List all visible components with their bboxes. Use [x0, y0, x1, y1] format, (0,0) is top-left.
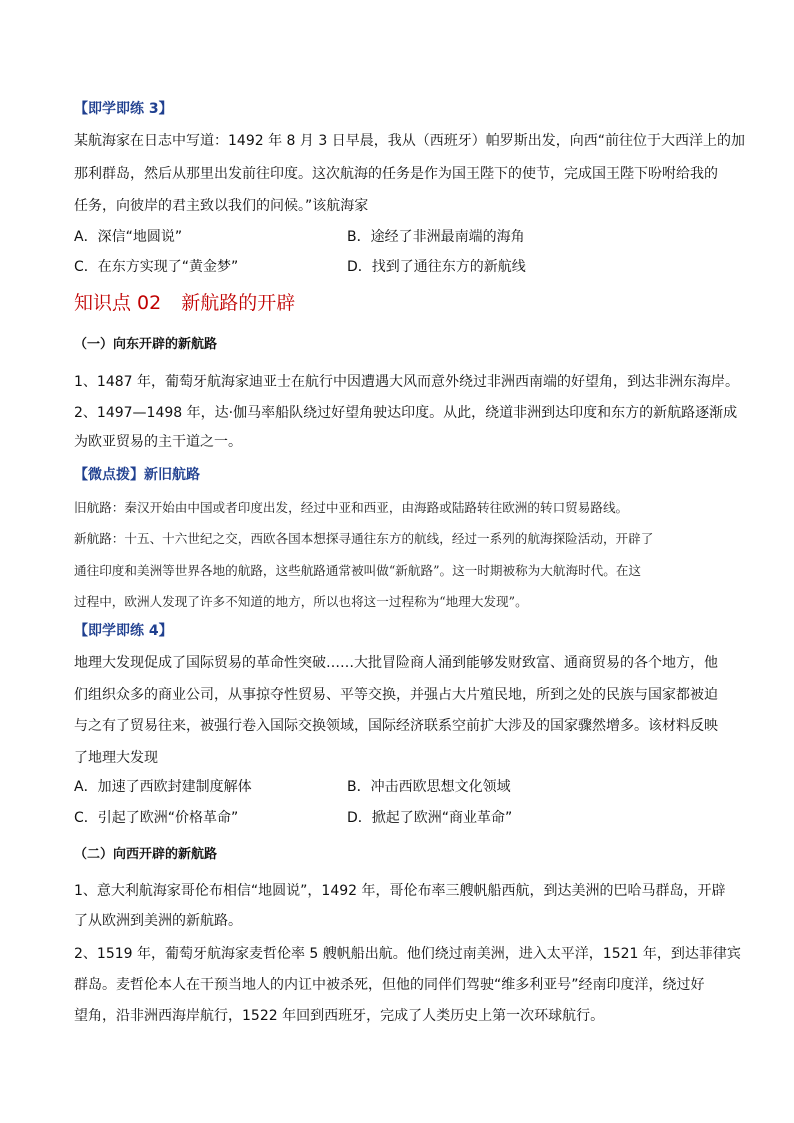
tip-old-route: 旧航路：秦汉开始由中国或者印度出发，经过中亚和西亚，由海路或陆路转往欧洲的转口贸易路线。	[74, 500, 629, 515]
practice-3-option-a: A．深信“地圆说”	[74, 229, 183, 245]
west-route-paragraph-1-line-1: 1、意大利航海家哥伦布相信“地圆说”，1492 年，哥伦布率三艘帆船西航，到达美洲的巴哈马群岛，开辟	[74, 883, 726, 899]
east-route-paragraph-2-line-2: 为欧亚贸易的主干道之一。	[74, 434, 242, 450]
practice-4-line-4: 了地理大发现	[74, 750, 158, 766]
practice-3-line-2: 那利群岛，然后从那里出发前往印度。这次航海的任务是作为国王陛下的使节，完成国王陛下吩咐给我的	[74, 166, 718, 182]
west-route-heading: （二）向西开辟的新航路	[74, 847, 218, 862]
east-route-heading: （一）向东开辟的新航路	[74, 337, 218, 352]
west-route-paragraph-2-line-1: 2、1519 年，葡萄牙航海家麦哲伦率 5 艘帆船出航。他们绕过南美洲，进入太平洋，1521 年，到达菲律宾	[74, 946, 741, 962]
practice-3-option-c: C．在东方实现了“黄金梦”	[74, 259, 239, 275]
practice-4-label: 【即学即练 4】	[74, 623, 173, 639]
practice-4-line-2: 们组织众多的商业公司，从事掠夺性贸易、平等交换，并强占大片殖民地，所到之处的民族与国家都被迫	[74, 687, 718, 703]
practice-4-line-1: 地理大发现促成了国际贸易的革命性突破……大批冒险商人涌到能够发财致富、通商贸易的各个地方，他	[74, 655, 718, 671]
tip-new-route-line-3: 过程中，欧洲人发现了许多不知道的地方，所以也将这一过程称为“地理大发现”。	[74, 594, 528, 609]
practice-3-label: 【即学即练 3】	[74, 101, 173, 117]
practice-3-option-b: B．途经了非洲最南端的海角	[347, 229, 525, 245]
practice-4-option-a: A．加速了西欧封建制度解体	[74, 779, 252, 795]
practice-4-line-3: 与之有了贸易往来，被强行卷入国际交换领域，国际经济联系空前扩大涉及的国家骤然增多。该材料反映	[74, 718, 718, 734]
section-number: 知识点 02	[74, 292, 162, 314]
practice-4-option-b: B．冲击西欧思想文化领域	[347, 779, 511, 795]
section-heading	[74, 290, 295, 316]
tip-new-route-line-2: 通往印度和美洲等世界各地的航路，这些航路通常被叫做“新航路”。这一时期被称为大航海时代。在这	[74, 563, 642, 578]
tip-new-route-line-1: 新航路：十五、十六世纪之交，西欧各国本想探寻通往东方的航线，经过一系列的航海探险活动，开辟了	[74, 531, 654, 546]
practice-3-line-3: 任务，向彼岸的君主致以我们的问候。”该航海家	[74, 198, 369, 214]
west-route-paragraph-2-line-2: 群岛。麦哲伦本人在干预当地人的内讧中被杀死，但他的同伴们驾驶“维多利亚号”经南印度洋，绕过好	[74, 977, 705, 993]
practice-3-option-d: D．找到了通往东方的新航线	[347, 259, 526, 275]
east-route-paragraph-1: 1、1487 年，葡萄牙航海家迪亚士在航行中因遭遇大风而意外绕过非洲西南端的好望角，到达非洲东海岸。	[74, 374, 739, 390]
west-route-paragraph-2-line-3: 望角，沿非洲西海岸航行，1522 年回到西班牙，完成了人类历史上第一次环球航行。	[74, 1008, 605, 1024]
section-title: 新航路的开辟	[181, 292, 296, 314]
east-route-paragraph-2-line-1: 2、1497—1498 年，达·伽马率船队绕过好望角驶达印度。从此，绕道非洲到达印度和东方的新航路逐渐成	[74, 405, 738, 421]
practice-4-option-c: C．引起了欧洲“价格革命”	[74, 810, 239, 826]
tip-label: 【微点拨】新旧航路	[74, 467, 200, 483]
practice-4-option-d: D．掀起了欧洲“商业革命”	[347, 810, 513, 826]
practice-3-line-1: 某航海家在日志中写道：1492 年 8 月 3 日早晨，我从（西班牙）帕罗斯出发，向西“前往位于大西洋上的加	[74, 133, 745, 149]
west-route-paragraph-1-line-2: 了从欧洲到美洲的新航路。	[74, 913, 242, 929]
